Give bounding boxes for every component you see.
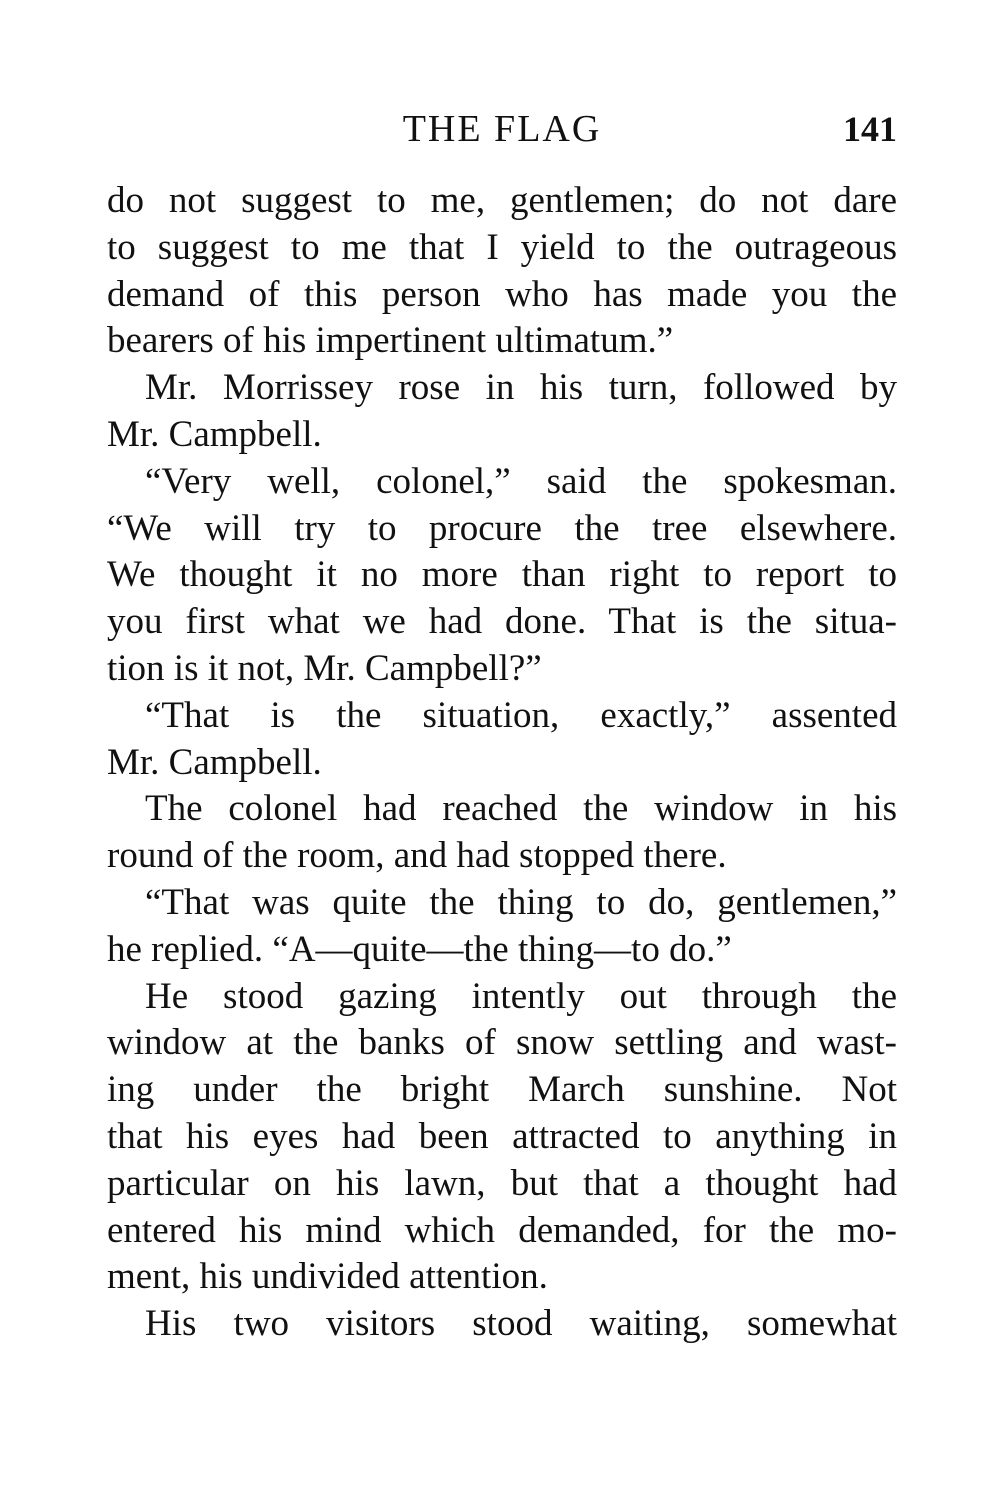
page-number: 141 xyxy=(843,109,897,149)
text-line: bearers of his impertinent ultimatum.” xyxy=(107,320,674,362)
text-line: demand of this person who has made you the xyxy=(107,273,897,315)
text-line: he replied. “A—quite—the thing—to do.” xyxy=(107,928,732,970)
text-line: you first what we had done. That is the situa- xyxy=(107,601,897,643)
text-line: “Very well, colonel,” said the spokesman. xyxy=(145,460,897,502)
text-line: tion is it not, Mr. Campbell?” xyxy=(107,647,542,689)
text-line: window at the banks of snow settling and wast- xyxy=(107,1022,897,1064)
text-line: round of the room, and had stopped there. xyxy=(107,835,727,877)
text-line: Mr. Campbell. xyxy=(107,741,322,783)
running-head xyxy=(107,104,897,154)
text-line: “That was quite the thing to do, gentlemen,” xyxy=(145,881,897,923)
text-line: “We will try to procure the tree elsewhere. xyxy=(107,507,897,549)
text-line: that his eyes had been attracted to anything in xyxy=(107,1115,897,1157)
running-title: THE FLAG xyxy=(402,108,602,150)
text-line: ment, his undivided attention. xyxy=(107,1256,548,1298)
text-line: Mr. Morrissey rose in his turn, followed by xyxy=(145,367,897,409)
text-line: particular on his lawn, but that a thought had xyxy=(107,1162,897,1204)
text-line: We thought it no more than right to report to xyxy=(107,554,897,596)
text-line: Mr. Campbell. xyxy=(107,413,322,455)
text-line: “That is the situation, exactly,” assented xyxy=(145,694,897,736)
text-line: to suggest to me that I yield to the outrageous xyxy=(107,226,897,268)
text-line: The colonel had reached the window in his xyxy=(145,788,897,830)
text-line: He stood gazing intently out through the xyxy=(145,975,897,1017)
text-line: His two visitors stood waiting, somewhat xyxy=(145,1303,897,1345)
text-line: entered his mind which demanded, for the mo- xyxy=(107,1209,897,1251)
text-line: do not suggest to me, gentlemen; do not dare xyxy=(107,180,897,221)
body-text xyxy=(107,178,897,1348)
text-line: ing under the bright March sunshine. Not xyxy=(107,1069,897,1111)
